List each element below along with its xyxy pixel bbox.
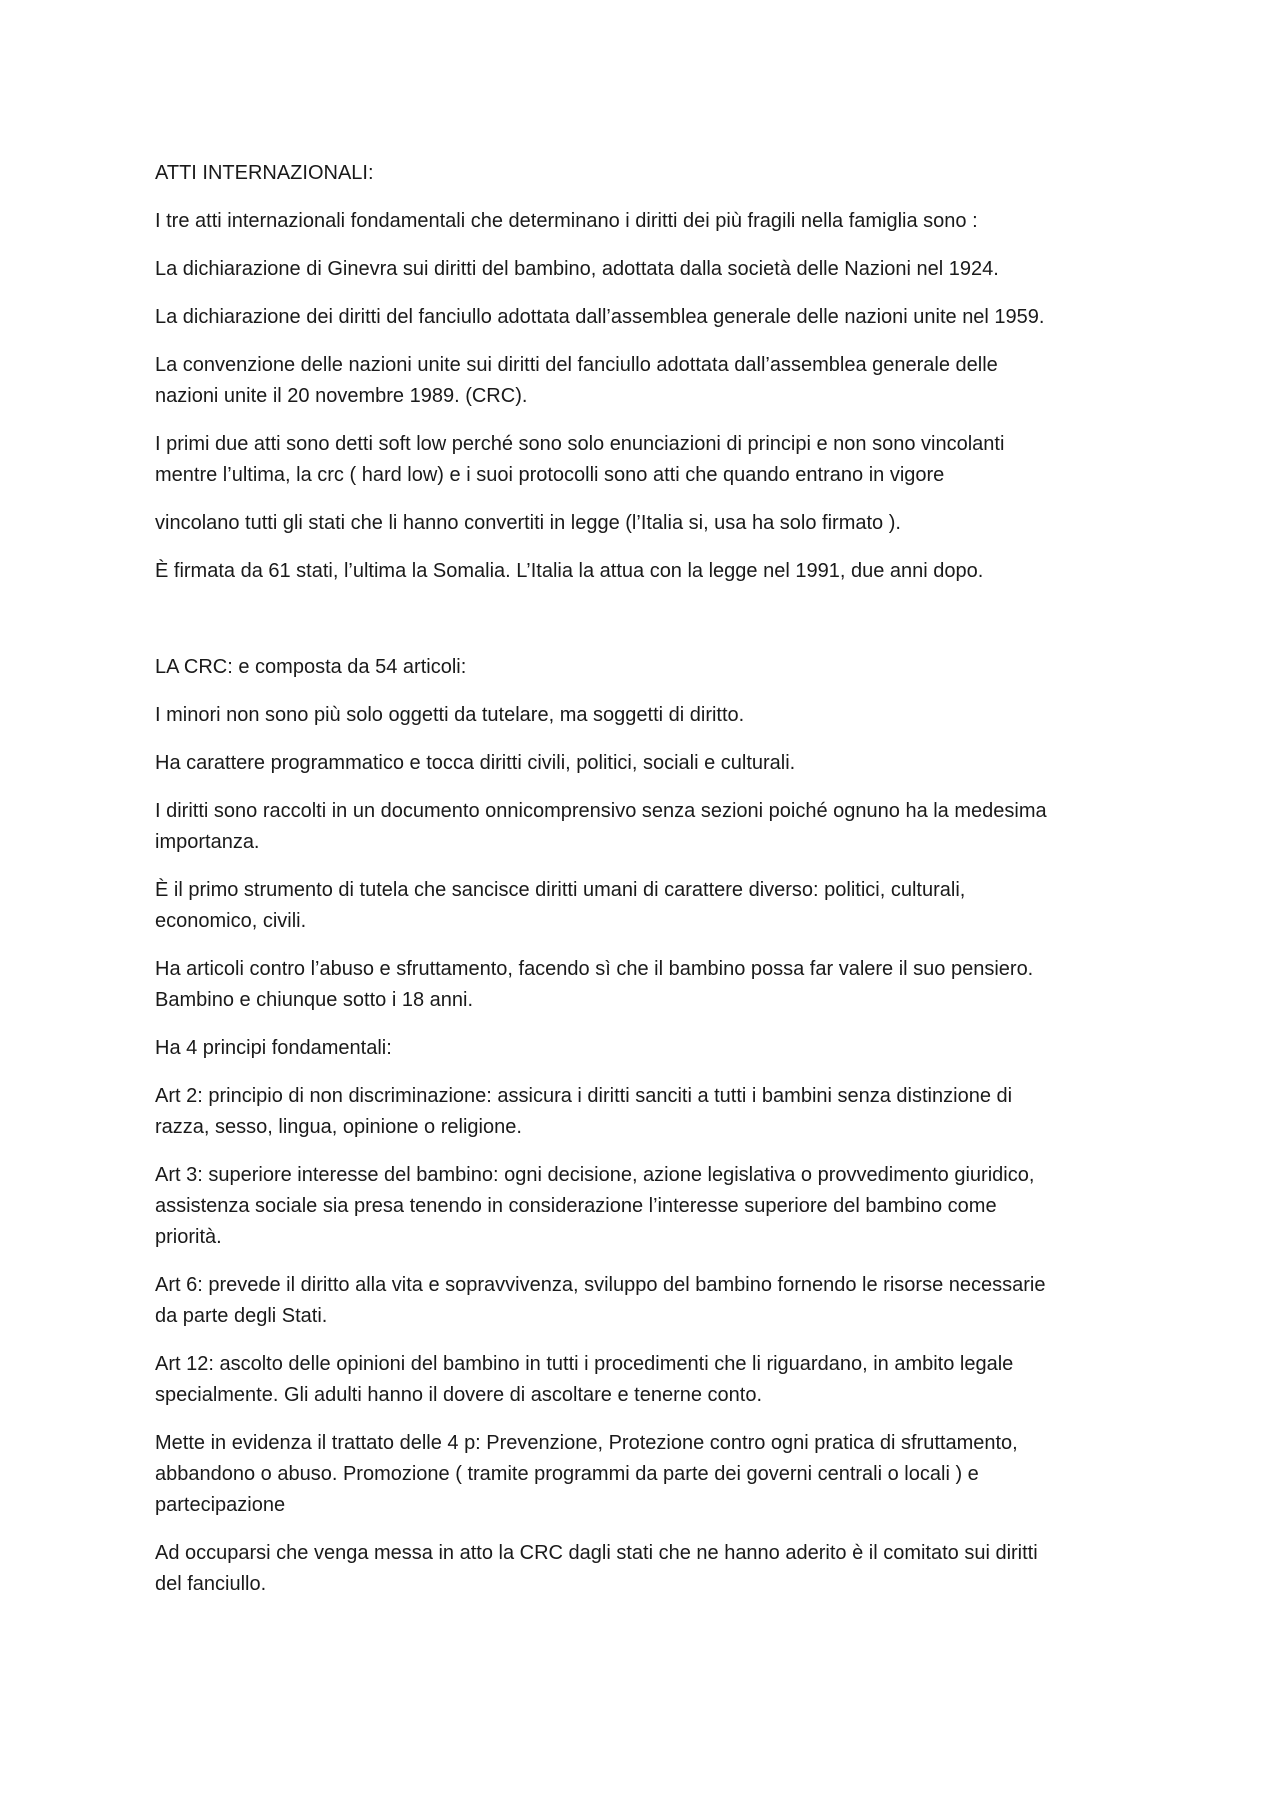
text-line: del fanciullo.	[155, 1573, 267, 1595]
text-line: Bambino e chiunque sotto i 18 anni.	[155, 989, 473, 1011]
text-line: Art 12: ascolto delle opinioni del bambino in tutti i procedimenti che li riguardano, in ambito legale	[155, 1353, 1014, 1375]
text-line: Art 3: superiore interesse del bambino: ogni decisione, azione legislativa o provvedimento giuridico,	[155, 1164, 1035, 1186]
text-line: importanza.	[155, 831, 260, 853]
four-p-paragraph	[155, 1428, 1145, 1521]
art12-paragraph	[155, 1349, 1145, 1411]
act-geneva-paragraph: La dichiarazione di Ginevra sui diritti del bambino, adottata dalla società delle Nazioni nel 1924.	[155, 258, 999, 280]
convention-paragraph	[155, 350, 1145, 412]
section-spacer	[155, 604, 1145, 652]
text-line: Art 6: prevede il diritto alla vita e sopravvivenza, sviluppo del bambino fornendo le risorse necessarie	[155, 1274, 1046, 1296]
text-line: È il primo strumento di tutela che sancisce diritti umani di carattere diverso: politici, culturali,	[155, 879, 966, 901]
committee-paragraph	[155, 1538, 1145, 1600]
comprehensive-paragraph	[155, 796, 1145, 858]
text-line: Art 2: principio di non discriminazione: assicura i diritti sanciti a tutti i bambini senza distinzione di	[155, 1085, 1013, 1107]
text-line: partecipazione	[155, 1494, 286, 1516]
act-1959-paragraph: La dichiarazione dei diritti del fanciullo adottata dall’assemblea generale delle nazioni unite nel 1959.	[155, 306, 1045, 328]
art6-paragraph	[155, 1270, 1145, 1332]
text-line: assistenza sociale sia presa tenendo in considerazione l’interesse superiore del bambino come	[155, 1195, 997, 1217]
text-line: mentre l’ultima, la crc ( hard low) e i suoi protocolli sono atti che quando entrano in vigore	[155, 464, 945, 486]
binding-paragraph: vincolano tutti gli stati che li hanno convertiti in legge (l’Italia si, usa ha solo firmato ).	[155, 512, 901, 534]
section-heading-crc: LA CRC: e composta da 54 articoli:	[155, 656, 467, 678]
first-instrument-paragraph	[155, 875, 1145, 937]
art2-paragraph	[155, 1081, 1145, 1143]
section-heading-atti: ATTI INTERNAZIONALI:	[155, 162, 374, 184]
abuse-paragraph	[155, 954, 1145, 1016]
art3-paragraph	[155, 1160, 1145, 1253]
text-line: Ad occuparsi che venga messa in atto la CRC dagli stati che ne hanno aderito è il comitato sui diritti	[155, 1542, 1038, 1564]
text-line: specialmente. Gli adulti hanno il dovere di ascoltare e tenerne conto.	[155, 1384, 763, 1406]
text-line: priorità.	[155, 1226, 222, 1248]
text-line: I diritti sono raccolti in un documento onnicomprensivo senza sezioni poiché ognuno ha la medesima	[155, 800, 1047, 822]
text-line: economico, civili.	[155, 910, 307, 932]
signed-paragraph: È firmata da 61 stati, l’ultima la Somalia. L’Italia la attua con la legge nel 1991, due anni dopo.	[155, 560, 984, 582]
text-line: nazioni unite il 20 novembre 1989. (CRC).	[155, 385, 528, 407]
document-body	[155, 158, 1145, 1617]
soft-law-paragraph	[155, 429, 1145, 491]
text-line: La convenzione delle nazioni unite sui diritti del fanciullo adottata dall’assemblea generale delle	[155, 354, 998, 376]
text-line: abbandono o abuso. Promozione ( tramite programmi da parte dei governi centrali o locali ) e	[155, 1463, 979, 1485]
text-line: I primi due atti sono detti soft low perché sono solo enunciazioni di principi e non sono vincolanti	[155, 433, 1005, 455]
intro-paragraph: I tre atti internazionali fondamentali che determinano i diritti dei più fragili nella famiglia sono :	[155, 210, 978, 232]
programmatic-paragraph: Ha carattere programmatico e tocca diritti civili, politici, sociali e culturali.	[155, 752, 796, 774]
text-line: da parte degli Stati.	[155, 1305, 328, 1327]
text-line: Mette in evidenza il trattato delle 4 p: Prevenzione, Protezione contro ogni pratica di sfruttamento,	[155, 1432, 1018, 1454]
text-line: razza, sesso, lingua, opinione o religione.	[155, 1116, 522, 1138]
principles-intro: Ha 4 principi fondamentali:	[155, 1037, 392, 1059]
text-line: Ha articoli contro l’abuso e sfruttamento, facendo sì che il bambino possa far valere il suo pensiero.	[155, 958, 1034, 980]
subjects-paragraph: I minori non sono più solo oggetti da tutelare, ma soggetti di diritto.	[155, 704, 745, 726]
